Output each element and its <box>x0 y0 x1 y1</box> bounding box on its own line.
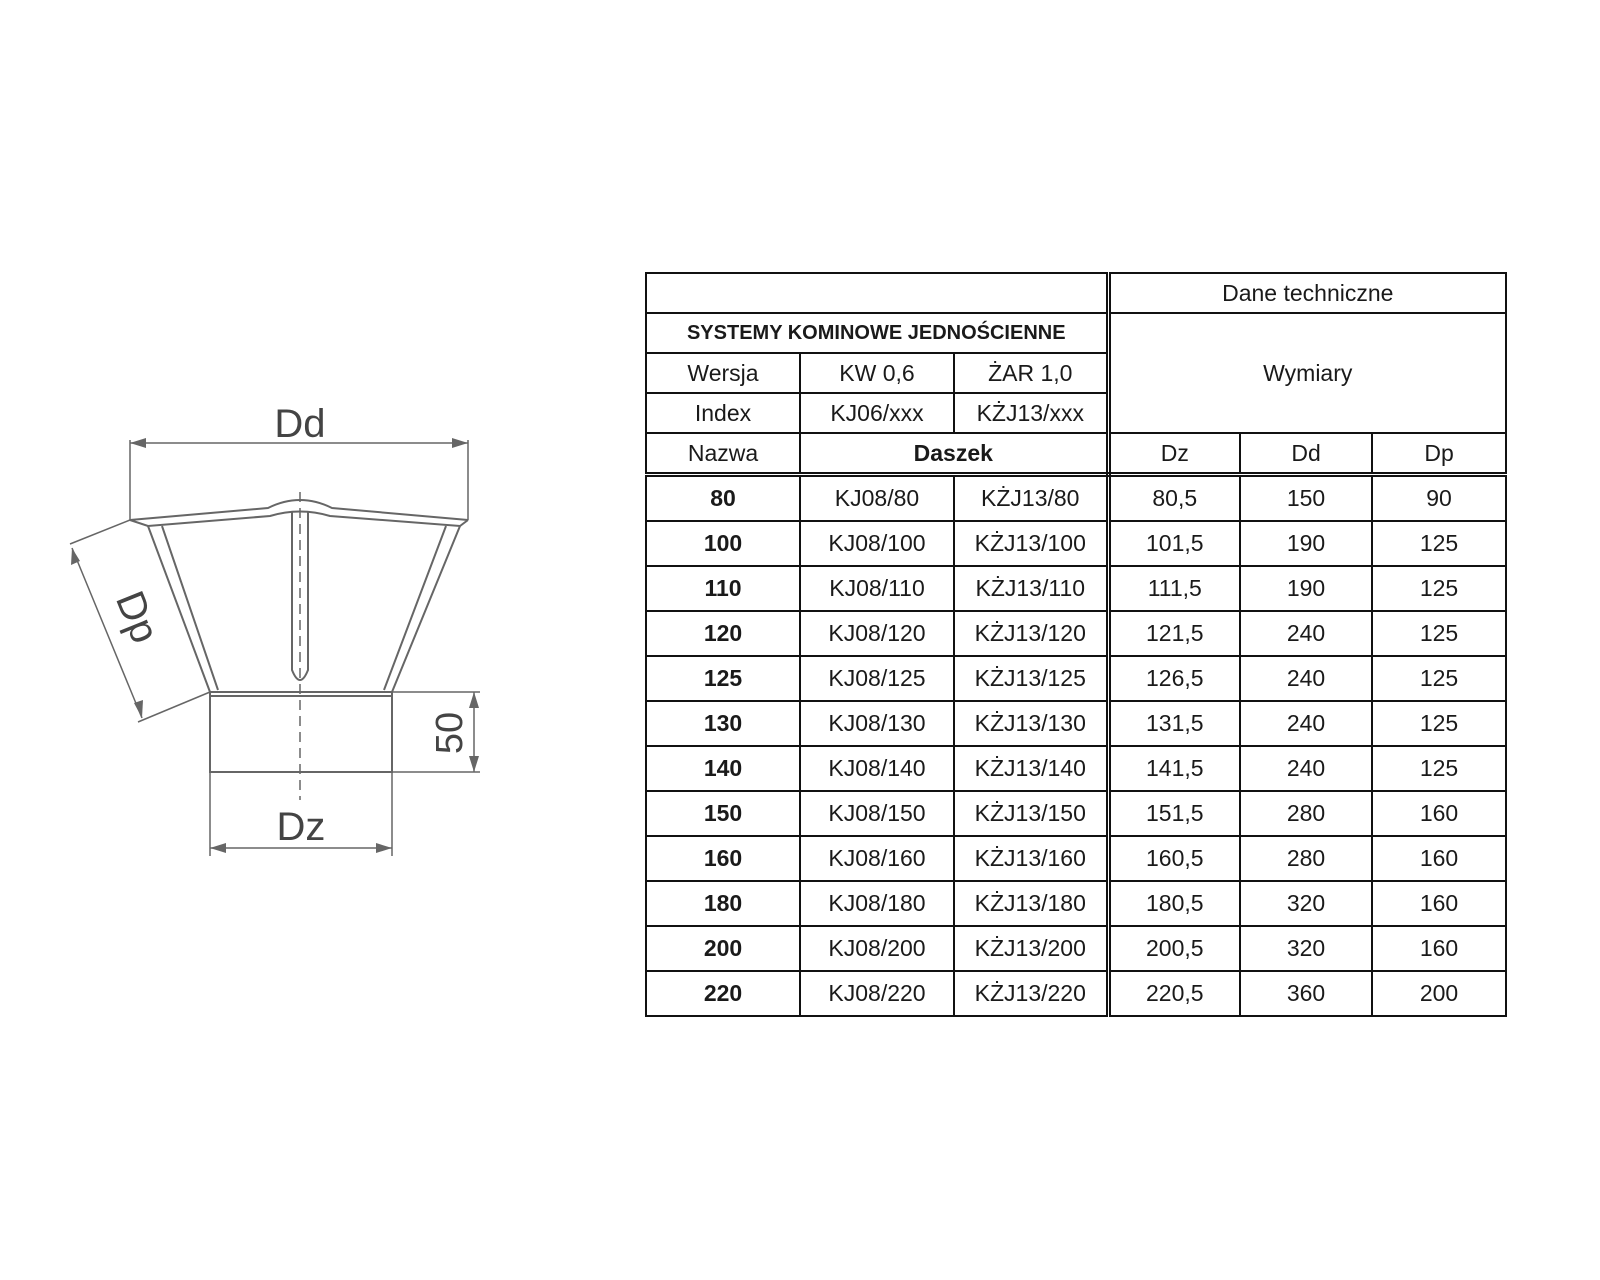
dd-cell: 240 <box>1240 701 1372 746</box>
dp-cell: 160 <box>1372 836 1506 881</box>
dp-cell: 160 <box>1372 881 1506 926</box>
dp-cell: 160 <box>1372 791 1506 836</box>
version-kw: KW 0,6 <box>800 353 954 393</box>
index-kj: KJ06/xxx <box>800 393 954 433</box>
dz-cell: 121,5 <box>1108 611 1240 656</box>
size-cell: 150 <box>646 791 800 836</box>
dp-cell: 125 <box>1372 611 1506 656</box>
kzj-code-cell: KŻJ13/150 <box>954 791 1108 836</box>
dz-cell: 200,5 <box>1108 926 1240 971</box>
kj-code-cell: KJ08/150 <box>800 791 954 836</box>
kj-code-cell: KJ08/130 <box>800 701 954 746</box>
size-cell: 180 <box>646 881 800 926</box>
dp-cell: 125 <box>1372 656 1506 701</box>
dz-cell: 126,5 <box>1108 656 1240 701</box>
dd-cell: 360 <box>1240 971 1372 1016</box>
dd-cell: 240 <box>1240 746 1372 791</box>
dz-label: Dz <box>276 805 326 849</box>
size-cell: 100 <box>646 521 800 566</box>
kj-code-cell: KJ08/100 <box>800 521 954 566</box>
dz-cell: 151,5 <box>1108 791 1240 836</box>
kj-code-cell: KJ08/200 <box>800 926 954 971</box>
table-row <box>646 656 1506 701</box>
dd-cell: 280 <box>1240 836 1372 881</box>
kzj-code-cell: KŻJ13/140 <box>954 746 1108 791</box>
cap-top-edge <box>130 512 468 527</box>
dp-cell: 90 <box>1372 475 1506 522</box>
dd-cell: 190 <box>1240 521 1372 566</box>
dz-cell: 220,5 <box>1108 971 1240 1016</box>
kzj-code-cell: KŻJ13/110 <box>954 566 1108 611</box>
tech-data-header: Dane techniczne <box>1108 273 1506 313</box>
dd-cell: 320 <box>1240 926 1372 971</box>
col-dp: Dp <box>1372 433 1506 475</box>
dp-label: Dp <box>107 585 168 650</box>
dz-cell: 180,5 <box>1108 881 1240 926</box>
dz-cell: 141,5 <box>1108 746 1240 791</box>
kj-code-cell: KJ08/220 <box>800 971 954 1016</box>
cap-top-outline <box>130 500 468 520</box>
dp-cell: 200 <box>1372 971 1506 1016</box>
dp-cell: 160 <box>1372 926 1506 971</box>
kj-code-cell: KJ08/120 <box>800 611 954 656</box>
table-row <box>646 926 1506 971</box>
table-row <box>646 971 1506 1016</box>
kzj-code-cell: KŻJ13/180 <box>954 881 1108 926</box>
dd-cell: 280 <box>1240 791 1372 836</box>
kj-code-cell: KJ08/140 <box>800 746 954 791</box>
dimensions-header: Wymiary <box>1108 313 1506 433</box>
index-kzj: KŻJ13/xxx <box>954 393 1108 433</box>
dz-cell: 160,5 <box>1108 836 1240 881</box>
table-row <box>646 611 1506 656</box>
size-cell: 200 <box>646 926 800 971</box>
dd-label: Dd <box>274 402 326 446</box>
empty-corner-cell <box>646 273 1108 313</box>
table-row <box>646 791 1506 836</box>
table-row <box>646 746 1506 791</box>
kzj-code-cell: KŻJ13/200 <box>954 926 1108 971</box>
name-label: Nazwa <box>646 433 800 475</box>
table-row <box>646 521 1506 566</box>
dd-cell: 240 <box>1240 611 1372 656</box>
col-dz: Dz <box>1108 433 1240 475</box>
dz-cell: 111,5 <box>1108 566 1240 611</box>
table-row <box>646 881 1506 926</box>
header-row-name <box>646 433 1506 475</box>
header-row-top <box>646 273 1506 313</box>
col-dd: Dd <box>1240 433 1372 475</box>
dd-cell: 190 <box>1240 566 1372 611</box>
product-name: Daszek <box>800 433 1108 475</box>
table-header <box>646 273 1506 475</box>
kj-code-cell: KJ08/180 <box>800 881 954 926</box>
system-name: SYSTEMY KOMINOWE JEDNOŚCIENNE <box>646 313 1108 353</box>
size-cell: 160 <box>646 836 800 881</box>
chimney-cap-drawing <box>0 0 560 1280</box>
dp-cell: 125 <box>1372 521 1506 566</box>
base-pipe <box>210 692 392 772</box>
dz-cell: 101,5 <box>1108 521 1240 566</box>
index-label: Index <box>646 393 800 433</box>
dp-cell: 125 <box>1372 746 1506 791</box>
kj-code-cell: KJ08/110 <box>800 566 954 611</box>
height-label: 50 <box>429 711 471 755</box>
size-cell: 125 <box>646 656 800 701</box>
kzj-code-cell: KŻJ13/160 <box>954 836 1108 881</box>
dz-cell: 80,5 <box>1108 475 1240 522</box>
spec-table <box>645 272 1507 1017</box>
kzj-code-cell: KŻJ13/125 <box>954 656 1108 701</box>
dd-cell: 320 <box>1240 881 1372 926</box>
table-row <box>646 836 1506 881</box>
kzj-code-cell: KŻJ13/220 <box>954 971 1108 1016</box>
dd-cell: 150 <box>1240 475 1372 522</box>
size-cell: 120 <box>646 611 800 656</box>
dp-cell: 125 <box>1372 566 1506 611</box>
kzj-code-cell: KŻJ13/80 <box>954 475 1108 522</box>
size-cell: 110 <box>646 566 800 611</box>
version-zar: ŻAR 1,0 <box>954 353 1108 393</box>
table-body <box>646 475 1506 1017</box>
kj-code-cell: KJ08/125 <box>800 656 954 701</box>
kzj-code-cell: KŻJ13/100 <box>954 521 1108 566</box>
size-cell: 130 <box>646 701 800 746</box>
kzj-code-cell: KŻJ13/120 <box>954 611 1108 656</box>
header-row-system <box>646 313 1506 353</box>
size-cell: 220 <box>646 971 800 1016</box>
table-row <box>646 566 1506 611</box>
dz-cell: 131,5 <box>1108 701 1240 746</box>
dd-cell: 240 <box>1240 656 1372 701</box>
version-label: Wersja <box>646 353 800 393</box>
kzj-code-cell: KŻJ13/130 <box>954 701 1108 746</box>
kj-code-cell: KJ08/80 <box>800 475 954 522</box>
dp-cell: 125 <box>1372 701 1506 746</box>
size-cell: 80 <box>646 475 800 522</box>
size-cell: 140 <box>646 746 800 791</box>
table-row <box>646 475 1506 522</box>
cone-right <box>384 526 460 692</box>
table-row <box>646 701 1506 746</box>
kj-code-cell: KJ08/160 <box>800 836 954 881</box>
